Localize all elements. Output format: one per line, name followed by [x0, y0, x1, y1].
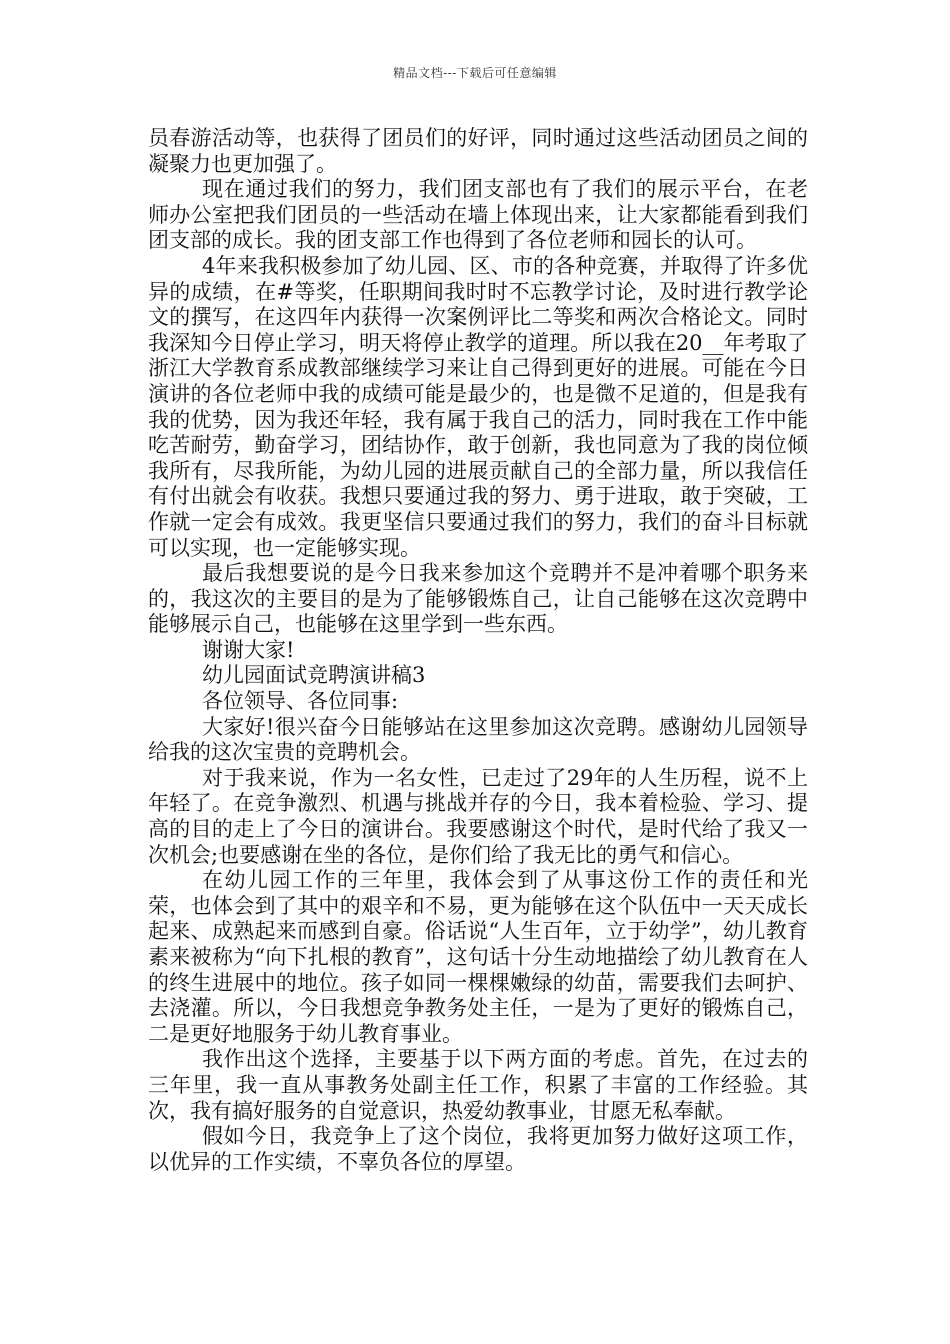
paragraph: 最后我想要说的是今日我来参加这个竞聘并不是冲着哪个职务来的，我这次的主要目的是为了能够锻炼自己，让自己能够在这次竞聘中能够展示自己，也能够在这里学到一些东西。 [148, 561, 808, 637]
closing-thanks: 谢谢大家! [202, 637, 295, 662]
page-header: 精品文档---下载后可任意编辑 [393, 66, 557, 80]
document-body [148, 126, 808, 1175]
paragraph: 现在通过我们的努力，我们团支部也有了我们的展示平台，在老师办公室把我们团员的一些活动在墙上体现出来，让大家都能看到我们团支部的成长。我的团支部工作也得到了各位老师和园长的认可。 [148, 177, 808, 253]
paragraph: 假如今日，我竞争上了这个岗位，我将更加努力做好这项工作，以优异的工作实绩，不辜负各位的厚望。 [148, 1124, 808, 1174]
paragraph: 在幼儿园工作的三年里，我体会到了从事这份工作的责任和光荣，也体会到了其中的艰辛和不易，更为能够在这个队伍中一天天成长起来、成熟起来而感到自豪。俗话说“人生百年，立于幼学”，幼儿教育素来被称为“向下扎根的教育”，这句话十分生动地描绘了幼儿教育在人的终生进展中的地位。孩子如同一棵棵嫩绿的幼苗，需要我们去呵护、去浇灌。所以，今日我想竞争教务处主任，一是为了更好的锻炼自己，二是更好地服务于幼儿教育事业。 [148, 868, 808, 1046]
section-title: 幼儿园面试竞聘演讲稿3 [202, 663, 426, 688]
paragraph: 大家好!很兴奋今日能够站在这里参加这次竞聘。感谢幼儿园领导给我的这次宝贵的竞聘机会。 [148, 714, 808, 765]
paragraph: 4年来我积极参加了幼儿园、区、市的各种竞赛，并取得了许多优异的成绩，在#等奖，任职期间我时时不忘教学讨论，及时进行教学论文的撰写，在这四年内获得一次案例评比二等奖和两次合格论文。同时我深知今日停止学习，明天将停止教学的道理。所以我在20__年考取了浙江大学教育系成教部继续学习来让自己得到更好的进展。可能在今日演讲的各位老师中我的成绩可能是最少的，也是微不足道的，但是我有我的优势，因为我还年轻，我有属于我自己的活力，同时我在工作中能吃苦耐劳，勤奋学习，团结协作，敢于创新，我也同意为了我的岗位倾我所有，尽我所能，为幼儿园的进展贡献自己的全部力量，所以我信任有付出就会有收获。我想只要通过我的努力、勇于进取，敢于突破，工作就一定会有成效。我更坚信只要通过我们的努力，我们的奋斗目标就可以实现，也一定能够实现。 [148, 253, 808, 560]
salutation: 各位领导、各位同事: [202, 689, 399, 714]
paragraph: 对于我来说，作为一名女性，已走过了29年的人生历程，说不上年轻了。在竞争激烈、机遇与挑战并存的今日，我本着检验、学习、提高的目的走上了今日的演讲台。我要感谢这个时代，是时代给了我又一次机会;也要感谢在坐的各位，是你们给了我无比的勇气和信心。 [148, 765, 808, 867]
paragraph: 我作出这个选择，主要基于以下两方面的考虑。首先，在过去的三年里，我一直从事教务处副主任工作，积累了丰富的工作经验。其次，我有搞好服务的自觉意识，热爱幼教事业，甘愿无私奉献。 [148, 1047, 808, 1123]
paragraph: 员春游活动等，也获得了团员们的好评，同时通过这些活动团员之间的凝聚力也更加强了。 [148, 126, 808, 176]
